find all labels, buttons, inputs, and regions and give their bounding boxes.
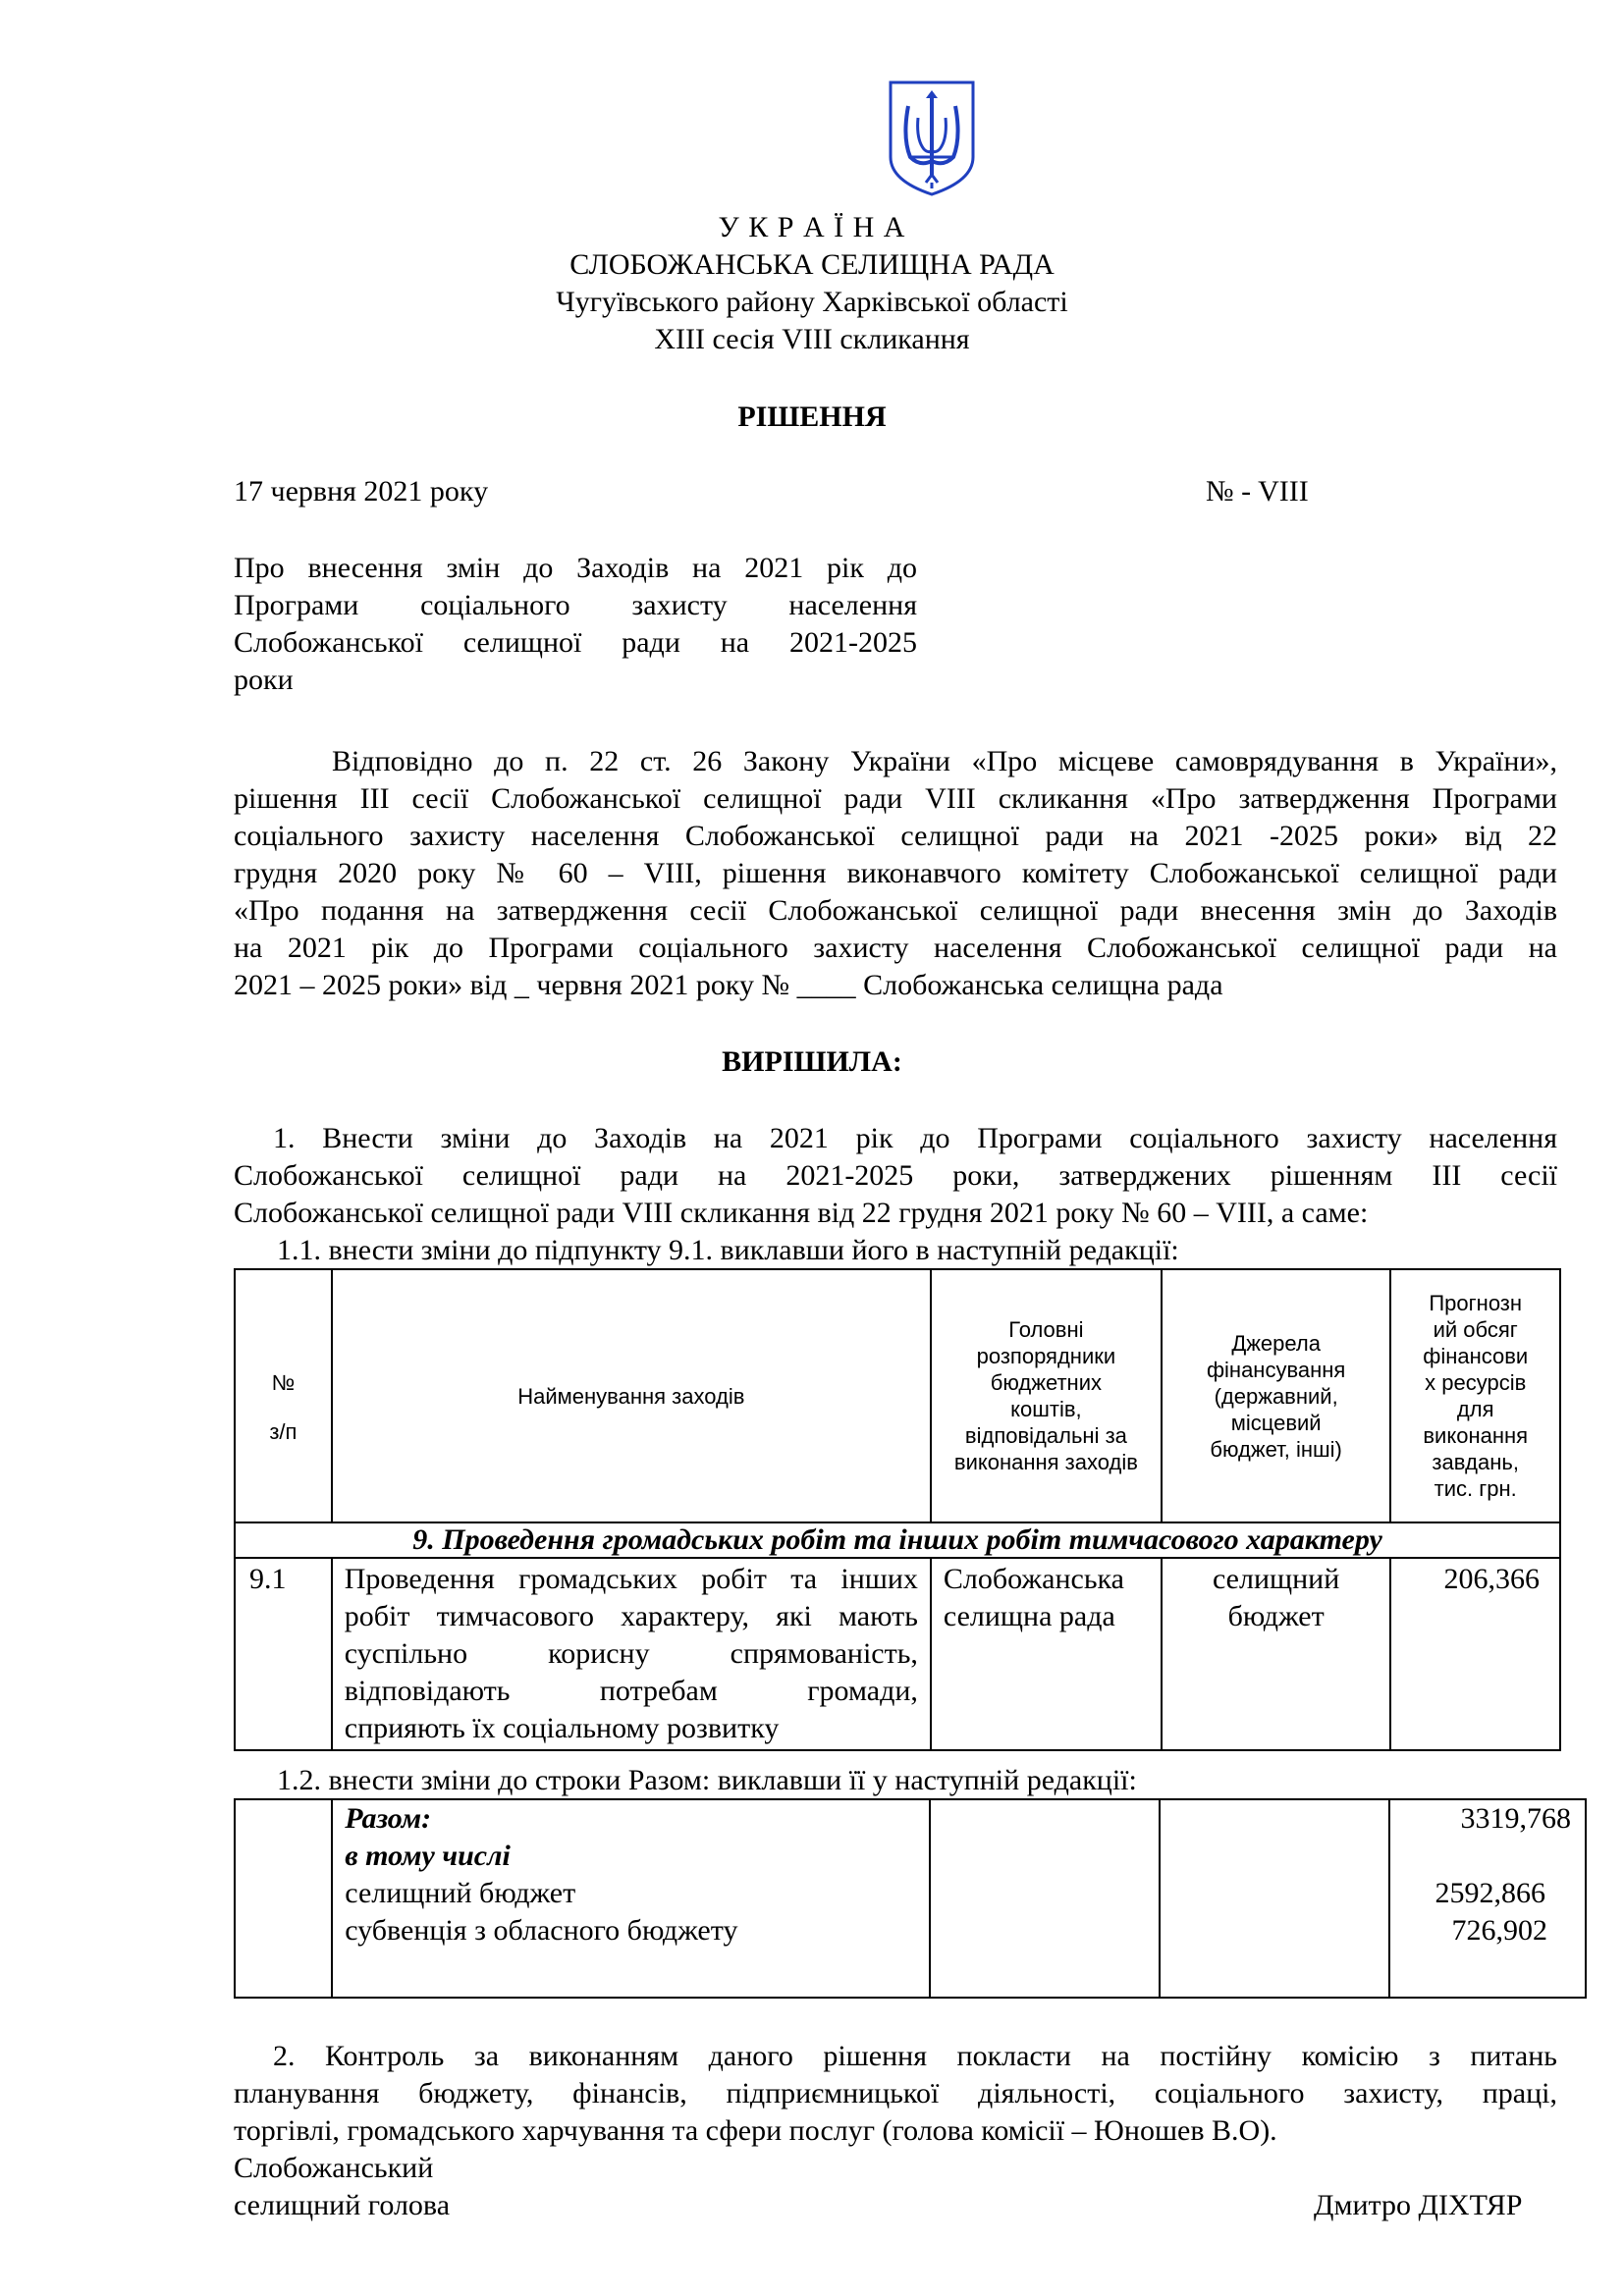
preamble-line: грудня 2020 року № 60 – VIII, рішення виконавчого комітету Слобожанської селищної ради xyxy=(234,857,1557,889)
country-heading: У К Р А Ї Н А xyxy=(718,211,906,243)
signature-name: Дмитро ДІХТЯР xyxy=(1314,2189,1523,2221)
subject-line: роки xyxy=(234,664,294,696)
totals-label-cell xyxy=(332,1799,930,1998)
measures-table xyxy=(234,1268,1561,1751)
preamble-line: на 2021 рік до Програми соціального захисту населення Слобожанської селищної ради на xyxy=(234,932,1557,964)
table-section-row xyxy=(235,1522,1560,1558)
header-volume: Прогнозн ий обсяг фінансови х ресурсів для виконання завдань, тис. грн. xyxy=(1390,1269,1560,1522)
header-managers: Головні розпорядники бюджетних коштів, відповідальні за виконання заходів xyxy=(931,1269,1162,1522)
subvention-value: 726,902 xyxy=(1451,1914,1547,1947)
totals-num-cell xyxy=(235,1799,332,1998)
totals-empty-cell xyxy=(1160,1799,1389,1998)
totals-empty-cell xyxy=(930,1799,1160,1998)
subvention-label: субвенція з обласного бюджету xyxy=(345,1914,738,1947)
section-cell xyxy=(235,1522,1560,1558)
header-name: Найменування заходів xyxy=(332,1269,931,1522)
subitem-1-2: 1.2. внести зміни до строки Разом: виклавши її у наступній редакції: xyxy=(277,1764,1137,1796)
subject-block xyxy=(234,550,917,699)
decided-heading: ВИРІШИЛА: xyxy=(722,1045,902,1078)
village-budget-value: 2592,866 xyxy=(1435,1877,1545,1909)
totals-row xyxy=(235,1799,1586,1998)
preamble-line: соціального захисту населення Слобожанської селищної ради на 2021 -2025 роки» від 22 xyxy=(234,820,1557,852)
subject-line: Слобожанської селищної ради на 2021-2025 xyxy=(234,626,917,659)
village-budget-label: селищний бюджет xyxy=(345,1877,576,1909)
preamble-line: 2021 – 2025 роки» від _ червня 2021 року № ____ Слобожанська селищна рада xyxy=(234,969,1223,1001)
decision-number: № - VIII xyxy=(1206,475,1309,507)
session-heading: XIII сесія VIII скликання xyxy=(654,323,970,355)
item-2-line: 2. Контроль за виконанням даного рішення покласти на постійну комісію з питань xyxy=(273,2040,1557,2072)
row-volume-cell: 206,366 xyxy=(1390,1558,1560,1750)
signature-title-2: селищний голова xyxy=(234,2189,451,2221)
subitem-1-1: 1.1. внести зміни до підпункту 9.1. виклавши його в наступній редакції: xyxy=(277,1234,1179,1266)
total-value: 3319,768 xyxy=(1460,1802,1571,1835)
item-2-line: планування бюджету, фінансів, підприємницької діяльності, соціального захисту, праці, xyxy=(234,2077,1557,2109)
signature-title-1: Слобожанський xyxy=(234,2152,434,2184)
row-manager-cell: Слобожанська селищна рада xyxy=(931,1558,1162,1750)
table-row xyxy=(235,1558,1560,1750)
row-source-cell: селищний бюджет xyxy=(1162,1558,1391,1750)
header-sources: Джерела фінансування (державний, місцевий бюджет, інші) xyxy=(1162,1269,1391,1522)
preamble-block xyxy=(234,743,1557,1004)
preamble-line: Відповідно до п. 22 ст. 26 Закону України «Про місцеве самоврядування в України», xyxy=(332,745,1557,777)
preamble-line: рішення III сесії Слобожанської селищної ради VIII скликання «Про затвердження Програми xyxy=(234,782,1557,815)
district-heading: Чугуївського району Харківської області xyxy=(556,286,1068,318)
item-1-line: 1. Внести зміни до Заходів на 2021 рік до Програми соціального захисту населення xyxy=(273,1122,1557,1154)
subject-line: Про внесення змін до Заходів на 2021 рік до xyxy=(234,552,917,584)
totals-table xyxy=(234,1798,1587,1999)
table-header-row xyxy=(235,1269,1560,1522)
item-1-block xyxy=(234,1120,1557,1232)
item-2-block xyxy=(234,2038,1557,2150)
preamble-line: «Про подання на затвердження сесії Слобожанської селищної ради внесення змін до Заходів xyxy=(234,894,1557,927)
decision-date: 17 червня 2021 року xyxy=(234,475,489,507)
section-title: 9. Проведення громадських робіт та інших робіт тимчасового характеру xyxy=(412,1523,1382,1556)
header-num: № з/п xyxy=(235,1269,332,1522)
item-2-line: торгівлі, громадського харчування та сфери послуг (голова комісії – Юношев В.О). xyxy=(234,2114,1277,2147)
subject-line: Програми соціального захисту населення xyxy=(234,589,917,621)
item-1-line: Слобожанської селищної ради на 2021-2025 роки, затверджених рішенням III сесії xyxy=(234,1159,1557,1192)
council-heading: СЛОБОЖАНСЬКА СЕЛИЩНА РАДА xyxy=(569,248,1055,281)
including-label: в тому числі xyxy=(345,1840,511,1872)
totals-values-cell xyxy=(1389,1799,1586,1998)
item-1-line: Слобожанської селищної ради VIII скликання від 22 грудня 2021 року № 60 – VIII, а саме: xyxy=(234,1197,1369,1229)
row-num-cell: 9.1 xyxy=(235,1558,332,1750)
coat-of-arms-icon xyxy=(887,79,977,198)
document-title: РІШЕННЯ xyxy=(737,400,887,433)
row-name-cell: Проведення громадських робіт та інших робіт тимчасового характеру, які мають суспільно корисну спрямованість, відповідають потребам громади, сприяють їх соціальному розвитку xyxy=(332,1558,931,1750)
total-label: Разом: xyxy=(345,1802,432,1835)
